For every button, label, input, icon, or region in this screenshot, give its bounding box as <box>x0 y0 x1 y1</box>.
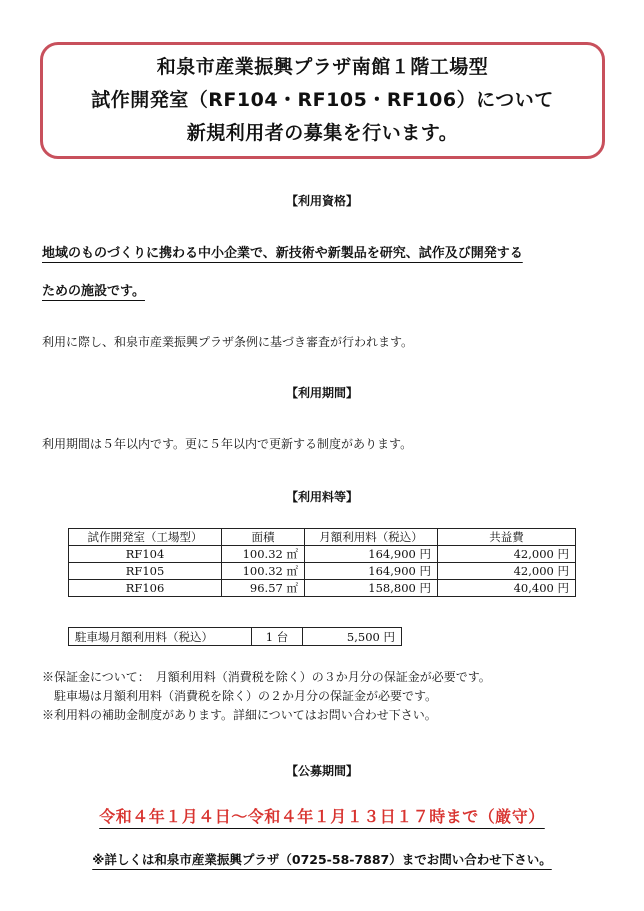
title-line-1: 和泉市産業振興プラザ南館１階工場型 <box>156 56 489 78</box>
period-of-use-heading: 【利用期間】 <box>285 386 358 400</box>
table-row <box>69 628 402 646</box>
period-of-use-text: 利用期間は５年以内です。更に５年以内で更新する制度があります。 <box>42 437 413 451</box>
qualification-line-2: ための施設です。 <box>42 284 145 299</box>
recruitment-period <box>0 804 644 827</box>
common-fee: 42,000 円 <box>438 546 576 563</box>
room-area: 100.32 ㎡ <box>222 546 305 563</box>
note-deposit: ※保証金について： 月額利用料（消費税を除く）の３か月分の保証金が必要です。 <box>42 670 491 684</box>
qualification-heading: 【利用資格】 <box>285 194 358 208</box>
common-fee: 42,000 円 <box>438 563 576 580</box>
parking-price: 5,500 円 <box>303 628 402 646</box>
fees-table <box>68 528 576 597</box>
table-row <box>69 580 576 597</box>
recruitment-heading: 【公募期間】 <box>285 764 358 778</box>
title-box <box>40 42 605 159</box>
parking-fee-table <box>68 627 402 646</box>
contact-info <box>0 849 644 868</box>
room-area: 100.32 ㎡ <box>222 563 305 580</box>
column-header-area: 面積 <box>222 529 305 546</box>
parking-unit: 1 台 <box>252 628 303 646</box>
column-header-common-fee: 共益費 <box>438 529 576 546</box>
qualification-note: 利用に際し、和泉市産業振興プラザ条例に基づき審査が行われます。 <box>42 335 414 349</box>
room-name: RF106 <box>69 580 222 597</box>
common-fee: 40,400 円 <box>438 580 576 597</box>
contact-text: ※詳しくは和泉市産業振興プラザ（0725-58-7887）までお問い合わせ下さい。 <box>92 852 552 867</box>
note-parking-deposit: 駐車場は月額利用料（消費税を除く）の２か月分の保証金が必要です。 <box>42 689 438 703</box>
monthly-fee: 164,900 円 <box>305 563 438 580</box>
column-header-room: 試作開発室（工場型） <box>69 529 222 546</box>
title-line-2: 試作開発室（RF104・RF105・RF106）について <box>91 89 554 111</box>
fees-table-header <box>69 529 576 546</box>
note-subsidy: ※利用料の補助金制度があります。詳細についてはお問い合わせ下さい。 <box>42 708 437 722</box>
room-name: RF104 <box>69 546 222 563</box>
title-line-3: 新規利用者の募集を行います。 <box>186 122 459 144</box>
notes <box>42 668 491 725</box>
table-row <box>69 563 576 580</box>
recruitment-period-text: 令和４年１月４日～令和４年１月１３日１７時まで（厳守） <box>99 807 545 826</box>
fees-heading: 【利用料等】 <box>285 490 358 504</box>
room-area: 96.57 ㎡ <box>222 580 305 597</box>
qualification-line-1: 地域のものづくりに携わる中小企業で、新技術や新製品を研究、試作及び開発する <box>42 246 523 261</box>
table-row <box>69 546 576 563</box>
room-name: RF105 <box>69 563 222 580</box>
monthly-fee: 164,900 円 <box>305 546 438 563</box>
monthly-fee: 158,800 円 <box>305 580 438 597</box>
parking-label: 駐車場月額利用料（税込） <box>69 628 252 646</box>
column-header-monthly-fee: 月額利用料（税込） <box>305 529 438 546</box>
